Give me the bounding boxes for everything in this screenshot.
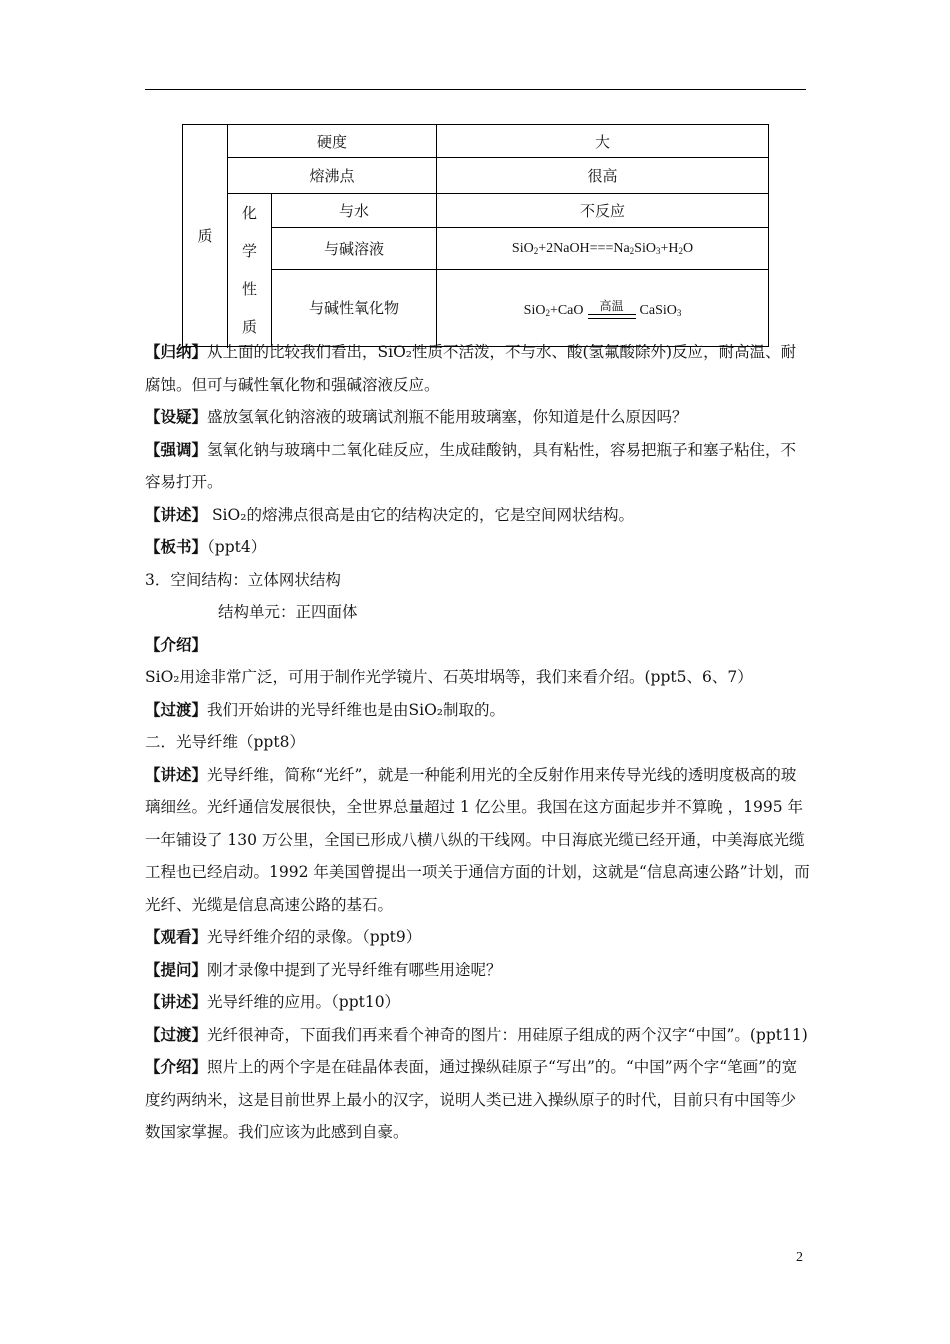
sio2-properties-table: [182, 124, 769, 347]
reaction-condition: 高温: [588, 297, 636, 314]
paragraph-intro-2: 【介绍】照片上的两个字是在硅晶体表面，通过操纵硅原子“写出”的。“中国”两个字“笔画”的宽度约两纳米，这是目前世界上最小的汉字，说明人类已进入操纵原子的时代，目前只有中国等少数国家掌握。我们应该为此感到自豪。: [145, 1057, 798, 1141]
water-value: 不反应: [437, 194, 769, 228]
paragraph-structure: 3．空间结构：立体网状结构: [145, 570, 341, 589]
lesson-body: [145, 336, 810, 1149]
paragraph-lecture-3: 【讲述】光导纤维的应用。（ppt10）: [145, 992, 401, 1011]
section-heading-fiber: 二．光导纤维（ppt8）: [145, 733, 305, 751]
hardness-label: 硬度: [228, 125, 437, 158]
paragraph-structure-unit: 结构单元：正四面体: [218, 603, 358, 621]
water-label: 与水: [272, 194, 437, 228]
melting-label: 熔沸点: [228, 158, 437, 194]
paragraph-lecture-2: 【讲述】光导纤维，简称“光纤”，就是一种能利用光的全反射作用来传导光线的透明度极高的玻璃细丝。光纤通信发展很快，全世界总量超过 1 亿公里。我国在这方面起步并不算晚 ，1995 年一年铺设了 130 万公里，全国已形成八横八纵的干线网。中日海底光缆已经开通，中美海底光缆工程也已经启动。1992 年美国曾提出一项关于通信方面的计划，这就是“信息高速公路”计划，而光纤、光缆是信息高速公路的基石。: [145, 764, 810, 914]
melting-value: 很高: [437, 158, 769, 194]
hardness-value: 大: [437, 125, 769, 158]
alkali-formula: $SiO_2+2NaOH===Na_2SiO_3+H_2O$: [437, 228, 769, 270]
paragraph-transition-2: 【过渡】光纤很神奇，下面我们再来看个神奇的图片：用硅原子组成的两个汉字“中国”。(ppt11): [145, 1024, 808, 1044]
paragraph-board-1: 【板书】（ppt4）: [145, 537, 267, 556]
header-rule: [145, 89, 806, 90]
paragraph-question: 【设疑】盛放氢氧化钠溶液的玻璃试剂瓶不能用玻璃塞，你知道是什么原因吗？: [145, 407, 688, 426]
paragraph-watch: 【观看】光导纤维介绍的录像。（ppt9）: [145, 927, 422, 946]
oxide-formula: SiO$_2$+CaO 高温 CaSiO$_3$: [437, 269, 769, 346]
paragraph-intro-1: 【介绍】SiO₂用途非常广泛，可用于制作光学镜片、石英坩埚等，我们来看介绍。(ppt5、6、7）: [145, 634, 753, 686]
oxide-label: 与碱性氧化物: [272, 269, 437, 346]
page-number: 2: [796, 1250, 803, 1265]
paragraph-summary: 【归纳】从上面的比较我们看出，SiO₂性质不活泼，不与水、酸(氢氟酸除外)反应，耐高温、耐腐蚀。但可与碱性氧化物和强碱溶液反应。: [145, 342, 797, 394]
paragraph-lecture-1: 【讲述】 SiO₂的熔沸点很高是由它的结构决定的，它是空间网状结构。: [145, 504, 634, 524]
group-label-cell: 质: [183, 125, 228, 347]
paragraph-emphasis: 【强调】氢氧化钠与玻璃中二氧化硅反应，生成硅酸钠，具有粘性，容易把瓶子和塞子粘住，不容易打开。: [145, 439, 797, 491]
paragraph-transition-1: 【过渡】我们开始讲的光导纤维也是由SiO₂制取的。: [145, 699, 506, 719]
chem-prop-label: 化 学 性 质: [228, 194, 272, 347]
alkali-label: 与碱溶液: [272, 228, 437, 270]
paragraph-ask: 【提问】刚才录像中提到了光导纤维有哪些用途呢？: [145, 959, 502, 979]
